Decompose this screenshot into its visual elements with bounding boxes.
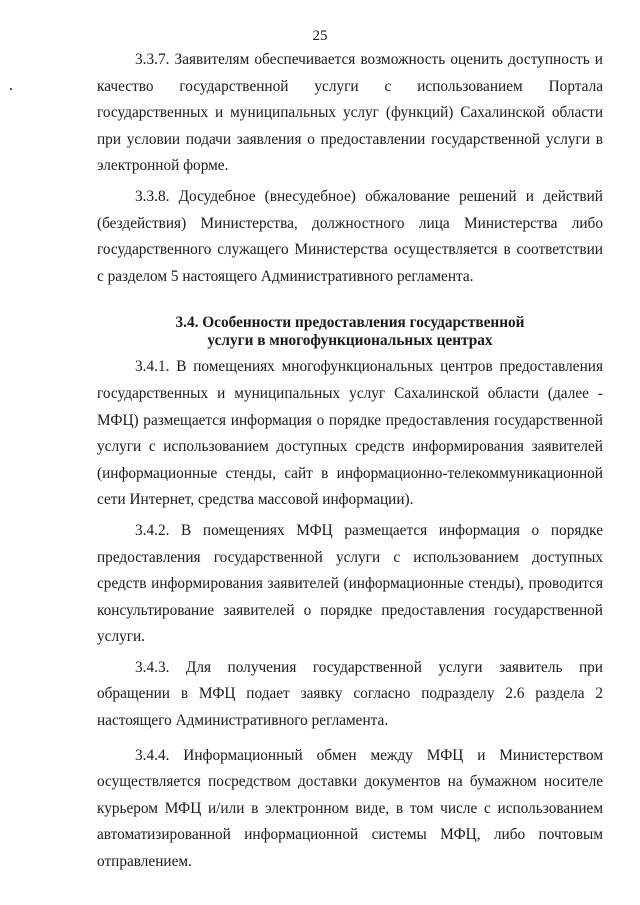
paragraph-3-4-3: 3.4.3. Для получения государственной услуги заявитель при обращении в МФЦ подает заявку согласно подразделу 2.6 раздела 2 настоящего Административного регламента.	[97, 658, 603, 730]
section-heading	[97, 314, 603, 350]
page-number: 25	[312, 28, 328, 44]
scan-speck	[10, 88, 12, 90]
section-heading-line-2: услуги в многофункциональных центрах	[207, 332, 493, 350]
document-body	[97, 47, 603, 876]
paragraph-3-4-2: 3.4.2. В помещениях МФЦ размещается информация о порядке предоставления государственной услуги с использованием доступных средств информирования заявителей (информационные стенды), проводится консультирование заявителей о порядке предоставления государственной услуги.	[97, 521, 603, 646]
paragraph-3-3-8: 3.3.8. Досудебное (внесудебное) обжалование решений и действий (бездействия) Министерства, должностного лица Министерства либо государственного служащего Министерства осуществляется в соответствии с разделом 5 настоящего Административного регламента.	[97, 187, 603, 285]
section-heading-line-1: 3.4. Особенности предоставления государственной	[175, 314, 525, 332]
paragraph-3-4-4: 3.4.4. Информационный обмен между МФЦ и Министерством осуществляется посредством доставки документов на бумажном носителе курьером МФЦ и/или в электронном виде, в том числе с использованием автоматизированной информационной системы МФЦ, либо почтовым отправлением.	[97, 746, 603, 871]
paragraph-3-3-7: 3.3.7. Заявителям обеспечивается возможность оценить доступность и качество государственной услуги с использованием Портала государственных и муниципальных услуг (функций) Сахалинской области при условии подачи заявления о предоставлении государственной услуги в электронной форме.	[97, 51, 603, 175]
paragraph-3-4-1: 3.4.1. В помещениях многофункциональных центров предоставления государственных и муниципальных услуг Сахалинской области (далее - МФЦ) размещается информация о порядке предоставления государственной услуги с использованием доступных средств информирования заявителей (информационные стенды, сайт в информационно-телекоммуникационной сети Интернет, средства массовой информации).	[97, 358, 603, 509]
